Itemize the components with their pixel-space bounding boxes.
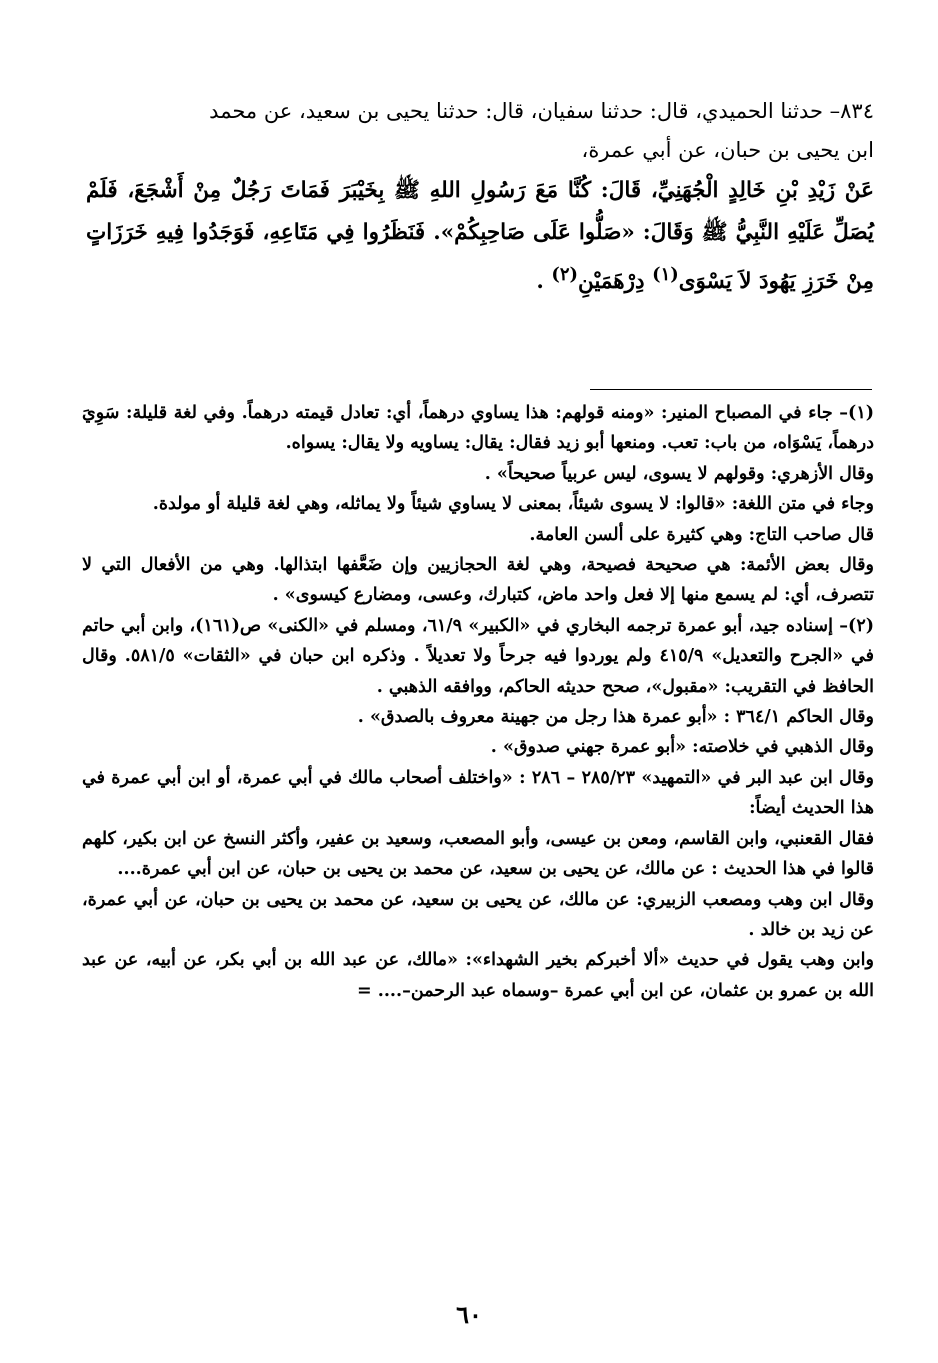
- isnad-line: ابن يحيى بن حبان، عن أبي عمرة،: [581, 138, 874, 162]
- hadith-text: [86, 170, 874, 303]
- footnote-paragraph: وقال ابن وهب ومصعب الزبيري: عن مالك، عن يحيى بن سعيد، عن محمد بن يحيى بن حبان، عن أبي عمرة، عن زيد بن خالد .: [82, 889, 874, 940]
- footnote-paragraph: وقال بعض الأئمة: هي صحيحة فصيحة، وهي لغة الحجازيين وإن ضَعَّفها ابتذالها. وهي من الأفعال التي لا تتصرف، أي: لم يسمع منها إلا فعل واحد ماض، كتبارك، وعسى، ومضارع كيسوى» .: [82, 555, 874, 606]
- footnote-paragraph: قال صاحب التاج: وهي كثيرة على ألسن العامة.: [529, 524, 874, 545]
- footnote-separator: [590, 389, 872, 390]
- footnote-paragraph: وقال الذهبي في خلاصته: «أبو عمرة جهني صدوق» .: [490, 737, 874, 758]
- footnotes: [82, 398, 874, 1006]
- hadith-matn-end: دِرْهَمَيْنِ: [578, 269, 645, 295]
- footnote-paragraph: وقال ابن عبد البر في «التمهيد» ٢٨٥/٢٣ – ٢٨٦ : «واختلف أصحاب مالك في أبي عمرة، أو ابن أبي عمرة في هذا الحديث أيضاً:: [82, 767, 875, 819]
- footnote-paragraph: وجاء في متن اللغة: «قالوا: لا يسوى شيئاً، بمعنى لا يساوي شيئاً ولا يماثله، وهي لغة قليلة أو مولدة.: [152, 494, 874, 515]
- footnote-marker: (١): [652, 264, 679, 285]
- footnote-paragraph: (١)– جاء في المصباح المنير: «ومنه قولهم: هذا يساوي درهماً، أي: تعادل قيمته درهماً. وفي لغة قليلة: سَوِيَ درهماً، يَسْوَاه، من باب: تعب. ومنعها أبو زيد فقال: يقال: يساويه ولا يقال: يسواه.: [82, 403, 874, 454]
- hadith-period: .: [536, 269, 544, 295]
- footnote-marker: (٢): [551, 264, 579, 285]
- footnote-paragraph: فقال القعنبي، وابن القاسم، ومعن بن عيسى، وأبو المصعب، وسعيد بن عفير، وأكثر النسخ عن ابن بكير، كلهم قالوا في هذا الحديث : عن مالك، عن يحيى بن سعيد، عن محمد بن يحيى بن حبان، عن ابن أبي عمرة....: [82, 828, 874, 880]
- footnote-paragraph: وقال الحاكم ٣٦٤/١ : «أبو عمرة هذا رجل من جهينة معروف بالصدق» .: [357, 707, 874, 728]
- hadith-matn: عَنْ زَيْدِ بْنِ خَالِدٍ الْجُهَنِيِّ، قَالَ: كُنَّا مَعَ رَسُولِ اللهِ ﷺ بِخَيْبَرَ فَمَاتَ رَجُلٌ مِنْ أَشْجَعَ، فَلَمْ يُصَلِّ عَلَيْهِ النَّبِيُّ ﷺ وَقَالَ: «صَلُّوا عَلَى صَاحِبِكُمْ». فَنَظَرُوا فِي مَتَاعِهِ، فَوَجَدُوا فِيهِ خَرَزَاتٍ مِنْ خَرَزِ يَهُودَ لاَ يَسْوَى: [86, 178, 874, 295]
- isnad-line: ٨٣٤– حدثنا الحميدي، قال: حدثنا سفيان، قال: حدثنا يحيى بن سعيد، عن محمد: [209, 99, 874, 123]
- page-number: ٦٠: [456, 1300, 482, 1329]
- footnote-paragraph: (٢)– إسناده جيد، أبو عمرة ترجمه البخاري في «الكبير» ٦١/٩، ومسلم في «الكنى» ص(١٦١)، وابن أبي حاتم في «الجرح والتعديل» ٤١٥/٩ ولم يوردوا فيه جرحاً ولا تعديلاً . وذكره ابن حبان في «الثقات» ٥٨١/٥. وقال الحافظ في التقريب: «مقبول»، صحح حديثه الحاكم، ووافقه الذهبي .: [82, 615, 874, 697]
- hadith-block: [86, 92, 874, 303]
- footnote-paragraph: وابن وهب يقول في حديث «ألا أخبركم بخير الشهداء»: «مالك، عن عبد الله بن أبي بكر، عن أبيه، عن عبد الله بن عمرو بن عثمان، عن ابن أبي عمرة –وسماه عبد الرحمن–.... =: [82, 950, 874, 1001]
- footnote-paragraph: وقال الأزهري: وقولهم لا يسوى، ليس عربياً صحيحاً» .: [484, 463, 874, 484]
